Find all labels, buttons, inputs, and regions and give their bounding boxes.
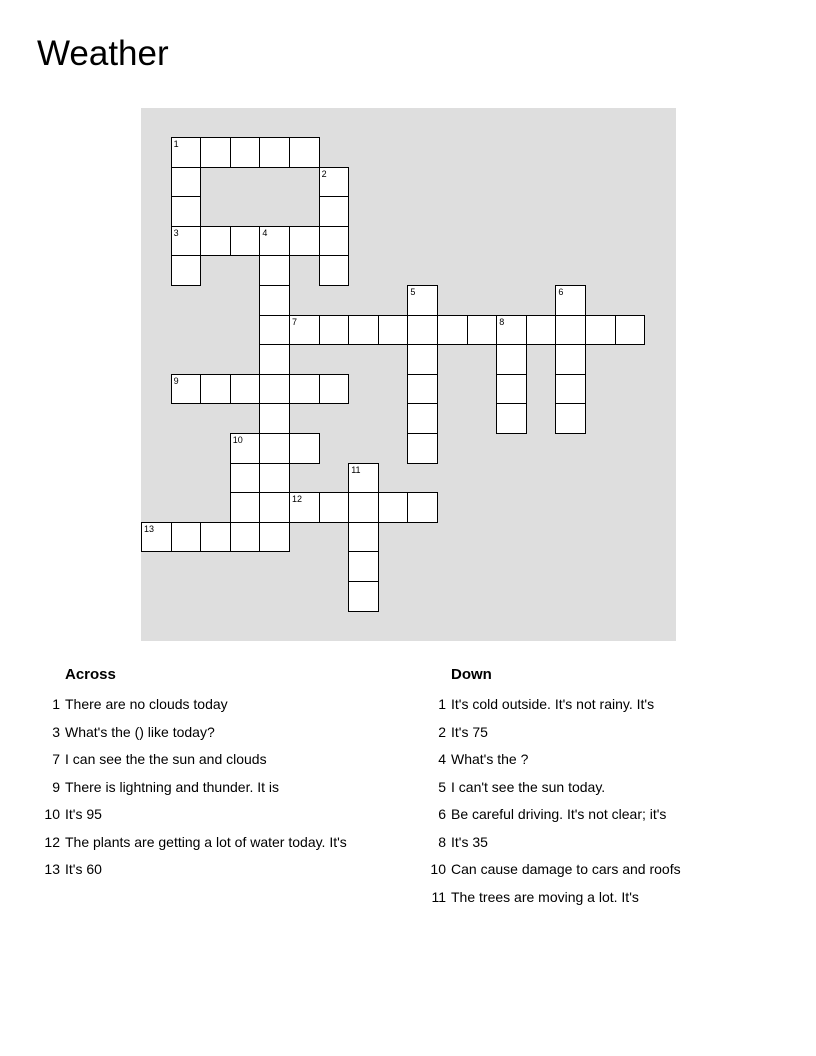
grid-cell[interactable] (259, 522, 290, 553)
grid-cell[interactable] (467, 315, 498, 346)
grid-cell[interactable] (407, 492, 438, 523)
down-clue (427, 832, 488, 860)
clue-number: 6 (438, 806, 446, 822)
grid-cell[interactable] (289, 374, 320, 405)
grid-cell[interactable] (259, 374, 290, 405)
clue-number: 2 (321, 168, 327, 179)
clue-number: 12 (44, 833, 60, 850)
clue-number: 11 (431, 888, 446, 905)
grid-cell[interactable] (259, 315, 290, 346)
grid-cell[interactable] (555, 374, 586, 405)
grid-cell[interactable] (496, 344, 527, 375)
down-clue (427, 859, 681, 887)
clue-number: 3 (52, 723, 60, 740)
grid-cell[interactable] (259, 463, 290, 494)
clue-number: 13 (144, 523, 155, 534)
grid-cell[interactable] (259, 137, 290, 168)
grid-cell[interactable] (496, 374, 527, 405)
grid-cell[interactable] (378, 492, 409, 523)
grid-cell[interactable] (319, 374, 350, 405)
down-clue (427, 722, 488, 750)
grid-cell[interactable] (171, 167, 202, 198)
grid-cell[interactable] (348, 522, 379, 553)
grid-cell[interactable] (319, 167, 350, 198)
clue-number: 9 (173, 375, 179, 386)
grid-cell[interactable] (555, 344, 586, 375)
clue-text: There are no clouds today (65, 696, 228, 712)
grid-cell[interactable] (319, 492, 350, 523)
clue-number: 4 (438, 751, 446, 767)
across-clues (41, 664, 347, 887)
clue-text: Be careful driving. It's not clear; it's (451, 806, 667, 822)
grid-cell[interactable] (259, 255, 290, 286)
clue-number: 2 (438, 723, 446, 740)
grid-cell[interactable] (171, 196, 202, 227)
grid-cell[interactable] (230, 433, 261, 464)
grid-cell[interactable] (615, 315, 646, 346)
grid-cell[interactable] (348, 551, 379, 582)
clue-number: 10 (44, 806, 60, 822)
grid-cell[interactable] (407, 285, 438, 316)
grid-cell[interactable] (259, 344, 290, 375)
down-clue (427, 887, 639, 915)
grid-cell[interactable] (289, 226, 320, 257)
grid-cell[interactable] (200, 137, 231, 168)
grid-cell[interactable] (348, 463, 379, 494)
grid-cell[interactable] (200, 374, 231, 405)
down-clue (427, 749, 529, 777)
grid-cell[interactable] (289, 492, 320, 523)
page-title: Weather (37, 34, 169, 73)
grid-cell[interactable] (407, 403, 438, 434)
grid-cell[interactable] (319, 255, 350, 286)
grid-cell[interactable] (259, 492, 290, 523)
grid-cell[interactable] (230, 492, 261, 523)
grid-cell[interactable] (259, 226, 290, 257)
grid-cell[interactable] (289, 137, 320, 168)
grid-cell[interactable] (259, 285, 290, 316)
grid-cell[interactable] (526, 315, 557, 346)
clue-text: The plants are getting a lot of water today. It's (65, 833, 347, 850)
clue-number: 12 (292, 494, 303, 505)
across-clue (41, 777, 280, 805)
grid-cell[interactable] (555, 285, 586, 316)
down-clue (427, 694, 655, 722)
clue-number: 1 (52, 696, 60, 712)
clue-number: 10 (430, 861, 446, 877)
grid-cell[interactable] (171, 522, 202, 553)
clue-number: 6 (558, 287, 564, 297)
across-clue (41, 859, 102, 887)
clue-number: 13 (44, 861, 60, 877)
clue-number: 8 (499, 316, 505, 327)
grid-cell[interactable] (230, 226, 261, 257)
grid-cell[interactable] (555, 403, 586, 434)
across-clue (41, 749, 267, 777)
clue-number: 4 (262, 227, 268, 238)
across-clue (41, 804, 102, 832)
grid-cell[interactable] (555, 315, 586, 346)
clue-text: Can cause damage to cars and roofs (451, 861, 681, 877)
grid-cell[interactable] (200, 226, 231, 257)
across-clue (41, 722, 215, 750)
grid-cell[interactable] (496, 403, 527, 434)
clue-number: 9 (52, 778, 60, 795)
grid-cell[interactable] (407, 344, 438, 375)
across-clue (41, 832, 347, 860)
clue-text: What's the () like today? (65, 723, 215, 740)
grid-cell[interactable] (348, 581, 379, 612)
grid-cell[interactable] (230, 522, 261, 553)
grid-cell[interactable] (407, 374, 438, 405)
clue-text: It's cold outside. It's not rainy. It's (451, 696, 655, 712)
clue-text: I can see the the sun and clouds (65, 751, 267, 767)
grid-cell[interactable] (289, 315, 320, 346)
clue-text: What's the ? (451, 751, 529, 767)
clue-text: There is lightning and thunder. It is (65, 778, 280, 795)
clue-text: It's 35 (451, 833, 488, 850)
clue-number: 1 (438, 696, 446, 712)
grid-cell[interactable] (437, 315, 468, 346)
grid-cell[interactable] (348, 492, 379, 523)
clue-text: It's 75 (451, 723, 488, 740)
grid-cell[interactable] (171, 137, 202, 168)
grid-cell[interactable] (171, 226, 202, 257)
clue-number: 3 (173, 227, 179, 238)
grid-cell[interactable] (407, 315, 438, 346)
clue-number: 7 (292, 316, 298, 327)
clue-number: 5 (438, 778, 446, 795)
grid-cell[interactable] (171, 374, 202, 405)
grid-cell[interactable] (230, 463, 261, 494)
down-clues (427, 664, 681, 914)
grid-cell[interactable] (171, 255, 202, 286)
grid-cell[interactable] (319, 196, 350, 227)
grid-cell[interactable] (200, 522, 231, 553)
grid-cell[interactable] (230, 137, 261, 168)
grid-cell[interactable] (348, 315, 379, 346)
grid-cell[interactable] (378, 315, 409, 346)
clue-number: 1 (173, 139, 179, 149)
clue-text: It's 60 (65, 861, 102, 877)
down-clue (427, 777, 606, 805)
across-heading: Across (65, 666, 116, 683)
clue-text: It's 95 (65, 806, 102, 822)
grid-cell[interactable] (407, 433, 438, 464)
grid-cell[interactable] (230, 374, 261, 405)
down-clue (427, 804, 667, 832)
crossword-grid (141, 108, 676, 641)
grid-cell[interactable] (289, 433, 320, 464)
clue-number: 5 (410, 287, 416, 297)
clue-text: I can't see the sun today. (451, 778, 606, 795)
clue-number: 8 (438, 833, 446, 850)
clue-number: 10 (232, 435, 243, 445)
clue-text: The trees are moving a lot. It's (451, 888, 639, 905)
across-clue (41, 694, 228, 722)
grid-cell[interactable] (141, 522, 172, 553)
grid-cell[interactable] (259, 433, 290, 464)
grid-cell[interactable] (319, 315, 350, 346)
grid-cell[interactable] (585, 315, 616, 346)
clue-number: 11 (351, 464, 361, 475)
grid-cell[interactable] (496, 315, 527, 346)
clue-number: 7 (52, 751, 60, 767)
down-heading: Down (451, 666, 492, 683)
grid-cell[interactable] (319, 226, 350, 257)
grid-cell[interactable] (259, 403, 290, 434)
